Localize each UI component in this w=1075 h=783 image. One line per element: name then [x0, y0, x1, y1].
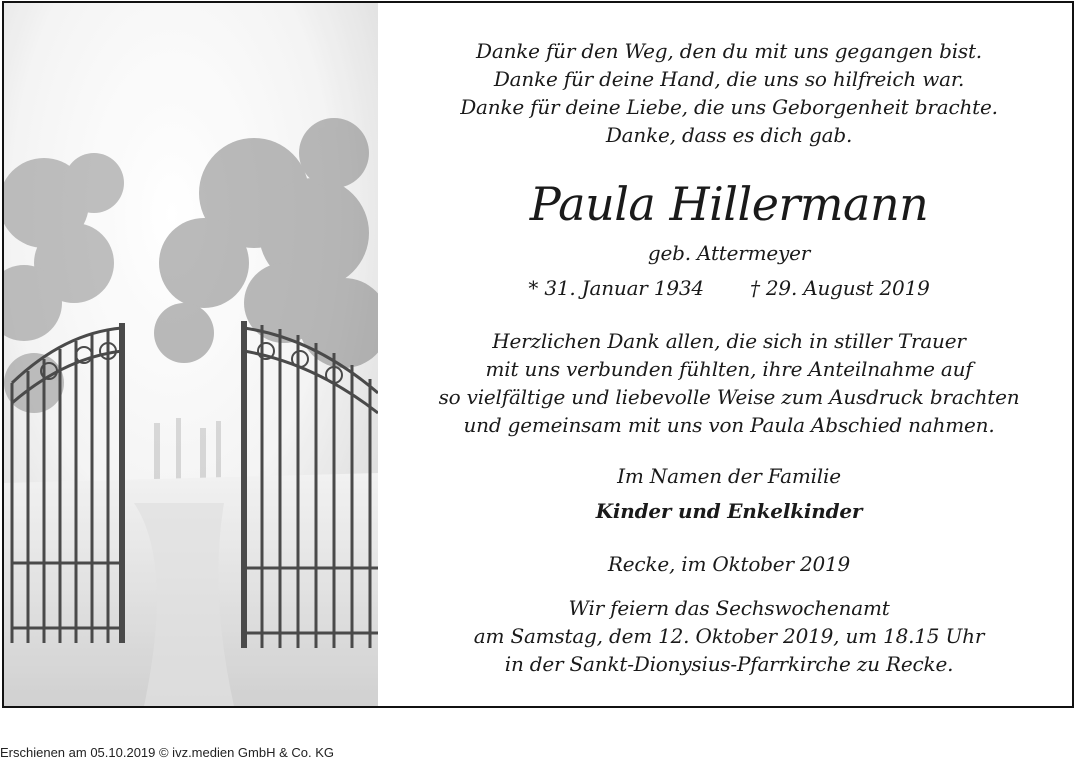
thanks-line: und gemeinsam mit uns von Paula Abschied nahmen. — [463, 413, 995, 437]
service-line: in der Sankt-Dionysius-Pfarrkirche zu Recke. — [504, 652, 954, 676]
birth-name: geb. Attermeyer — [647, 241, 811, 265]
birth-date: * 31. Januar 1934 — [528, 276, 704, 300]
poem-line: Danke für den Weg, den du mit uns gegangen bist. — [476, 39, 982, 63]
family-intro: Im Namen der Familie — [617, 464, 841, 488]
service-line: Wir feiern das Sechswochenamt — [568, 596, 890, 620]
garden-gate-image — [4, 3, 378, 706]
death-date: † 29. August 2019 — [749, 276, 930, 300]
life-dates — [384, 274, 1074, 302]
service-info — [384, 594, 1074, 678]
family-names: Kinder und Enkelkinder — [595, 499, 863, 523]
thanks-line: mit uns verbunden fühlten, ihre Anteilnahme auf — [485, 357, 973, 381]
service-line: am Samstag, dem 12. Oktober 2019, um 18.15 Uhr — [473, 624, 985, 648]
notice-text — [384, 3, 1074, 706]
thanks-line: so vielfältige und liebevolle Weise zum Ausdruck brachten — [438, 385, 1020, 409]
poem — [384, 37, 1074, 149]
publication-footer: Erschienen am 05.10.2019 © ivz.medien GmbH & Co. KG — [0, 745, 335, 760]
obituary-notice — [2, 1, 1074, 708]
deceased-name: Paula Hillermann — [529, 177, 929, 231]
poem-line: Danke für deine Hand, die uns so hilfreich war. — [493, 67, 965, 91]
poem-line: Danke, dass es dich gab. — [605, 123, 853, 147]
poem-line: Danke für deine Liebe, die uns Geborgenheit brachte. — [460, 95, 998, 119]
thanks-text — [384, 327, 1074, 439]
thanks-line: Herzlichen Dank allen, die sich in stiller Trauer — [492, 329, 966, 353]
place-date: Recke, im Oktober 2019 — [607, 552, 851, 576]
garden-gate-illustration — [4, 3, 378, 706]
